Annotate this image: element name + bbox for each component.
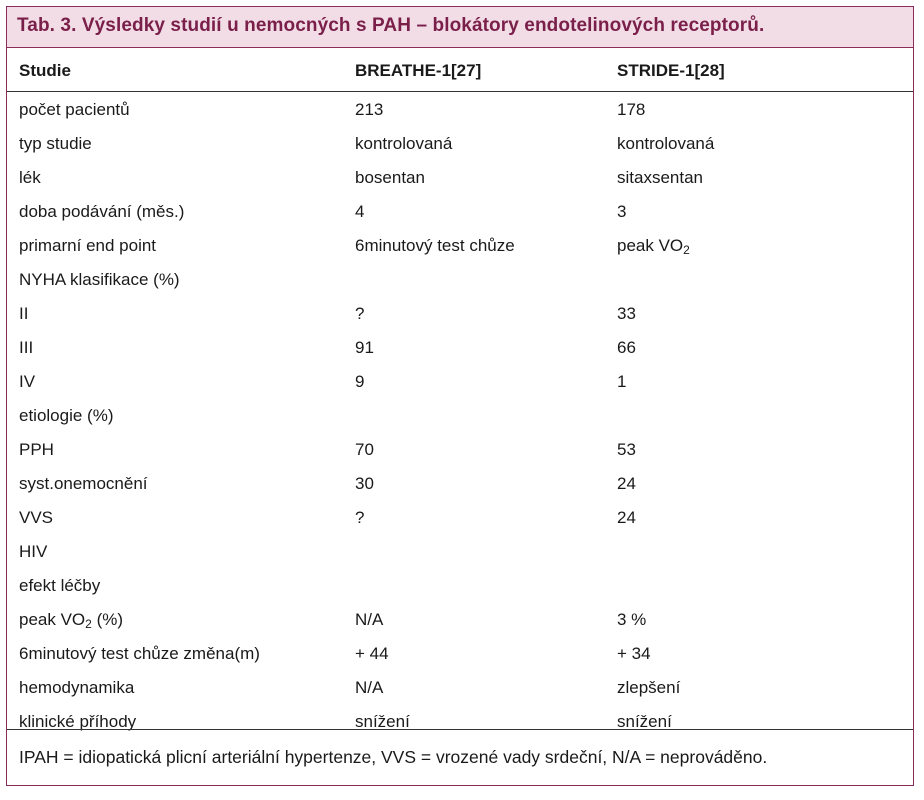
table-row (7, 503, 913, 537)
row-label: lék (19, 168, 41, 187)
table-body (7, 95, 913, 741)
breathe-value: bosentan (355, 168, 425, 187)
table-row (7, 435, 913, 469)
stride-value: 1 (617, 372, 627, 391)
table-row (7, 95, 913, 129)
breathe-value: ? (355, 304, 365, 323)
row-label: etiologie (%) (19, 406, 114, 425)
row-label: hemodynamika (19, 678, 135, 697)
table-row (7, 197, 913, 231)
header-breathe: BREATHE-1[27] (355, 61, 482, 80)
table-bottom-rule (7, 729, 913, 730)
table-frame (6, 6, 914, 786)
table-title-bar (7, 7, 913, 48)
table-row (7, 163, 913, 197)
breathe-value: 6minutový test chůze (355, 236, 515, 255)
breathe-value: 4 (355, 202, 365, 221)
stride-value: + 34 (617, 644, 651, 663)
breathe-value: N/A (355, 610, 384, 629)
row-label: primarní end point (19, 236, 157, 255)
table-row (7, 605, 913, 639)
table-row (7, 673, 913, 707)
row-label: VVS (19, 508, 54, 527)
breathe-value: ? (355, 508, 365, 527)
row-label: III (19, 338, 34, 357)
row-label: PPH (19, 440, 54, 459)
table-row (7, 707, 913, 741)
stride-value: 3 % (617, 610, 647, 629)
row-label: efekt léčby (19, 576, 101, 595)
stride-value: snížení (617, 712, 672, 731)
breathe-value: 91 (355, 338, 374, 357)
row-label: HIV (19, 542, 48, 561)
stride-value: 66 (617, 338, 636, 357)
breathe-value: 213 (355, 100, 384, 119)
row-label: typ studie (19, 134, 92, 153)
header-studie: Studie (19, 61, 71, 80)
row-label: syst.onemocnění (19, 474, 148, 493)
table-row (7, 129, 913, 163)
row-label: počet pacientů (19, 100, 130, 119)
row-label: II (19, 304, 29, 323)
table-row (7, 639, 913, 673)
table-footnote: IPAH = idiopatická plicní arteriální hypertenze, VVS = vrozené vady srdeční, N/A = neprováděno. (19, 747, 768, 767)
stride-value: 53 (617, 440, 636, 459)
breathe-value: snížení (355, 712, 410, 731)
table-row (7, 367, 913, 401)
table-title: Tab. 3. Výsledky studií u nemocných s PAH – blokátory endotelinových receptorů. (17, 15, 765, 36)
stride-value: 24 (617, 474, 636, 493)
row-label: IV (19, 372, 36, 391)
table-header-row (7, 55, 913, 92)
table-row (7, 299, 913, 333)
stride-value: sitaxsentan (617, 168, 703, 187)
table-row (7, 265, 913, 299)
row-label: klinické příhody (19, 712, 137, 731)
breathe-value: N/A (355, 678, 384, 697)
stride-value: 3 (617, 202, 627, 221)
stride-value: kontrolovaná (617, 134, 715, 153)
stride-value: zlepšení (617, 678, 681, 697)
table-row (7, 231, 913, 265)
table-row (7, 571, 913, 605)
stride-value: 24 (617, 508, 636, 527)
breathe-value: + 44 (355, 644, 389, 663)
header-stride: STRIDE-1[28] (617, 61, 725, 80)
table-row (7, 537, 913, 571)
subscript-2: 2 (85, 617, 92, 631)
table-row (7, 401, 913, 435)
table-row (7, 469, 913, 503)
row-label: 6minutový test chůze změna(m) (19, 644, 260, 663)
row-label: doba podávání (měs.) (19, 202, 185, 221)
row-label: peak $VO_2$ (%) (19, 610, 124, 631)
breathe-value: 30 (355, 474, 374, 493)
row-label: NYHA klasifikace (%) (19, 270, 180, 289)
breathe-value: 9 (355, 372, 365, 391)
subscript-2: 2 (683, 243, 690, 257)
stride-value: 33 (617, 304, 636, 323)
table-row (7, 333, 913, 367)
breathe-value: kontrolovaná (355, 134, 453, 153)
stride-value: peak $VO_2$ (617, 236, 690, 257)
stride-value: 178 (617, 100, 646, 119)
breathe-value: 70 (355, 440, 374, 459)
